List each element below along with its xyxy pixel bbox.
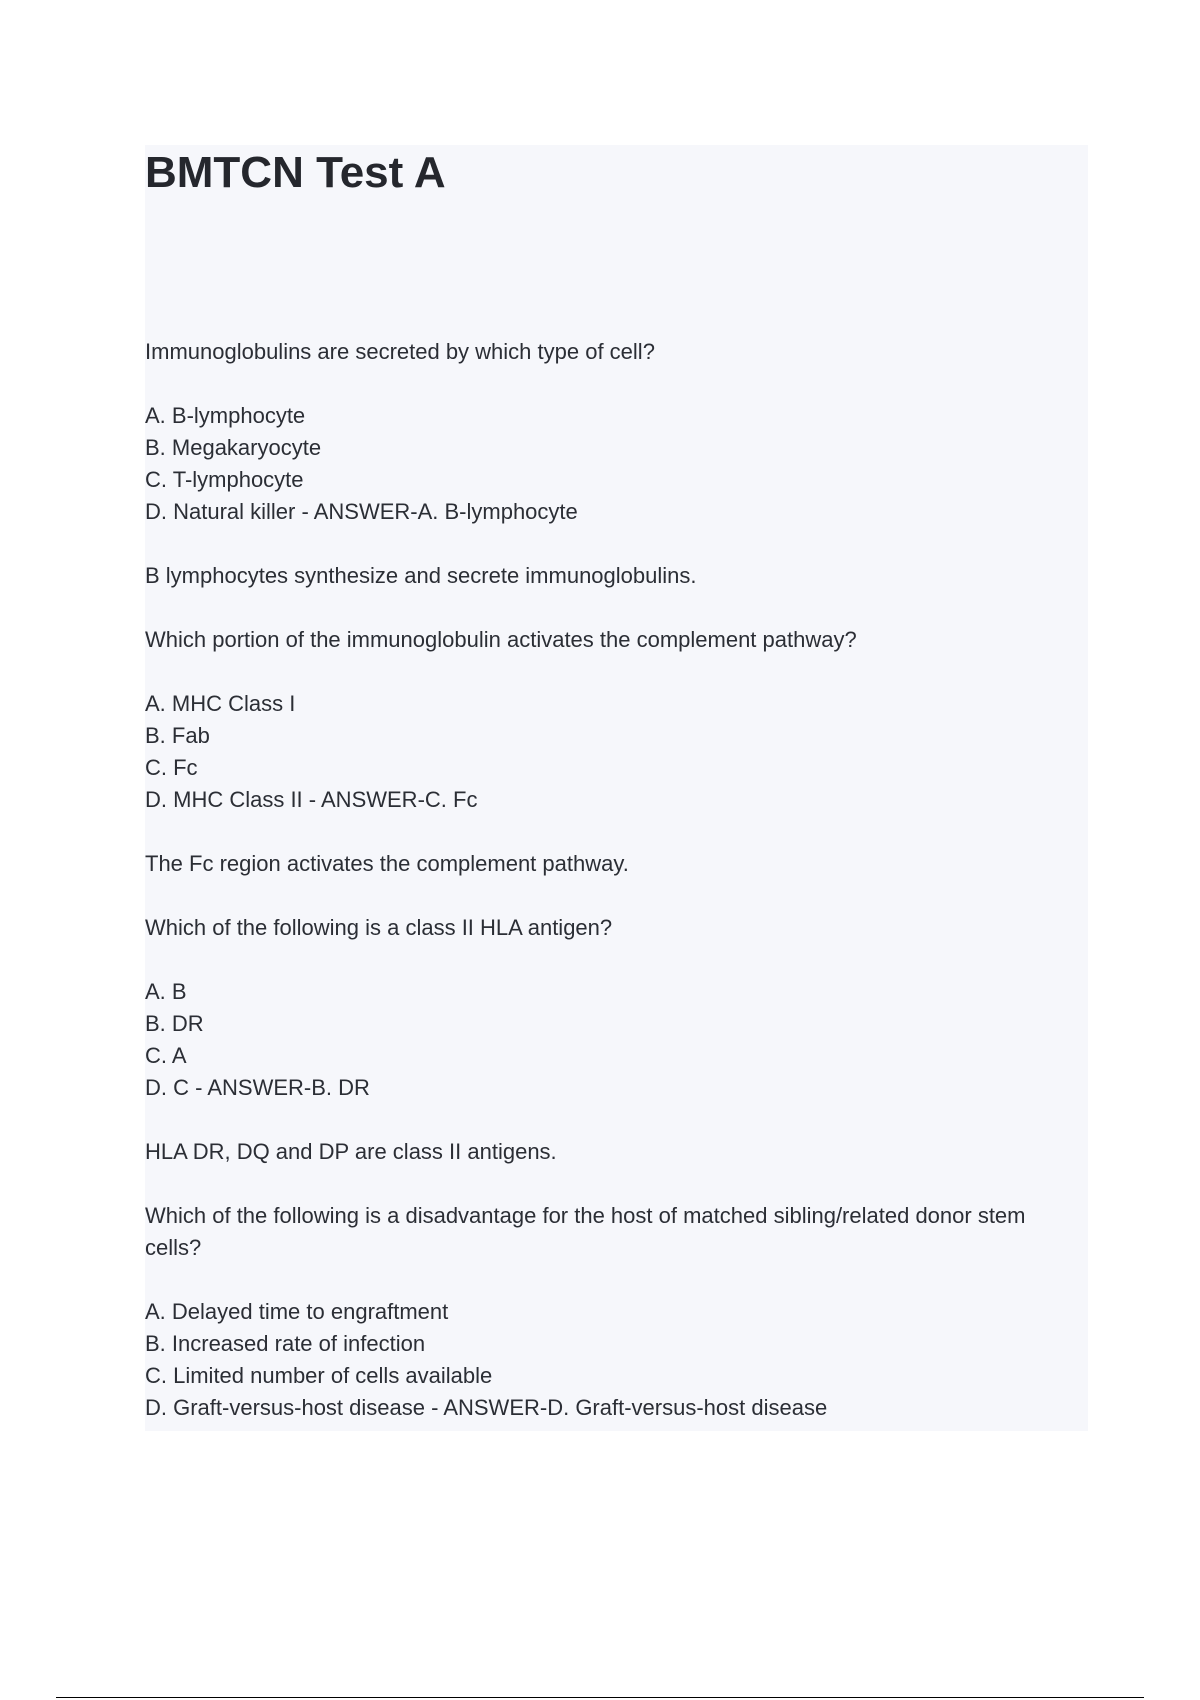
answer-options bbox=[145, 688, 1070, 816]
answer-option: C. Limited number of cells available bbox=[145, 1363, 493, 1388]
answer-explanation: HLA DR, DQ and DP are class II antigens. bbox=[145, 1139, 557, 1164]
question-item bbox=[145, 624, 1070, 880]
page-divider bbox=[56, 1697, 1144, 1698]
document-title: BMTCN Test A bbox=[145, 148, 446, 197]
answer-option: B. DR bbox=[145, 1011, 204, 1036]
question-text: Which of the following is a class II HLA antigen? bbox=[145, 915, 613, 940]
answer-option: D. MHC Class II - ANSWER-C. Fc bbox=[145, 787, 478, 812]
question-text: Which portion of the immunoglobulin activates the complement pathway? bbox=[145, 627, 857, 652]
answer-option: B. Megakaryocyte bbox=[145, 435, 322, 460]
document-content bbox=[145, 145, 1088, 1431]
answer-option: A. Delayed time to engraftment bbox=[145, 1299, 449, 1324]
answer-option: A. B bbox=[145, 979, 187, 1004]
answer-options bbox=[145, 976, 1070, 1104]
question-list bbox=[145, 336, 1070, 1456]
answer-option: C. Fc bbox=[145, 755, 198, 780]
answer-option: A. B-lymphocyte bbox=[145, 403, 306, 428]
answer-option: D. C - ANSWER-B. DR bbox=[145, 1075, 370, 1100]
answer-option: A. MHC Class I bbox=[145, 691, 296, 716]
answer-options bbox=[145, 1296, 1070, 1424]
answer-option: C. T-lymphocyte bbox=[145, 467, 304, 492]
answer-explanation: B lymphocytes synthesize and secrete immunoglobulins. bbox=[145, 563, 697, 588]
answer-options bbox=[145, 400, 1070, 528]
question-text: Immunoglobulins are secreted by which type of cell? bbox=[145, 339, 655, 364]
question-text: Which of the following is a disadvantage for the host of matched sibling/related donor stem cells? bbox=[145, 1203, 1026, 1260]
answer-option: D. Natural killer - ANSWER-A. B-lymphocyte bbox=[145, 499, 578, 524]
question-item bbox=[145, 336, 1070, 592]
answer-option: B. Fab bbox=[145, 723, 210, 748]
question-item bbox=[145, 1200, 1070, 1424]
answer-option: C. A bbox=[145, 1043, 187, 1068]
answer-explanation: The Fc region activates the complement pathway. bbox=[145, 851, 629, 876]
answer-option: D. Graft-versus-host disease - ANSWER-D. Graft-versus-host disease bbox=[145, 1395, 828, 1420]
question-item bbox=[145, 912, 1070, 1168]
answer-option: B. Increased rate of infection bbox=[145, 1331, 426, 1356]
